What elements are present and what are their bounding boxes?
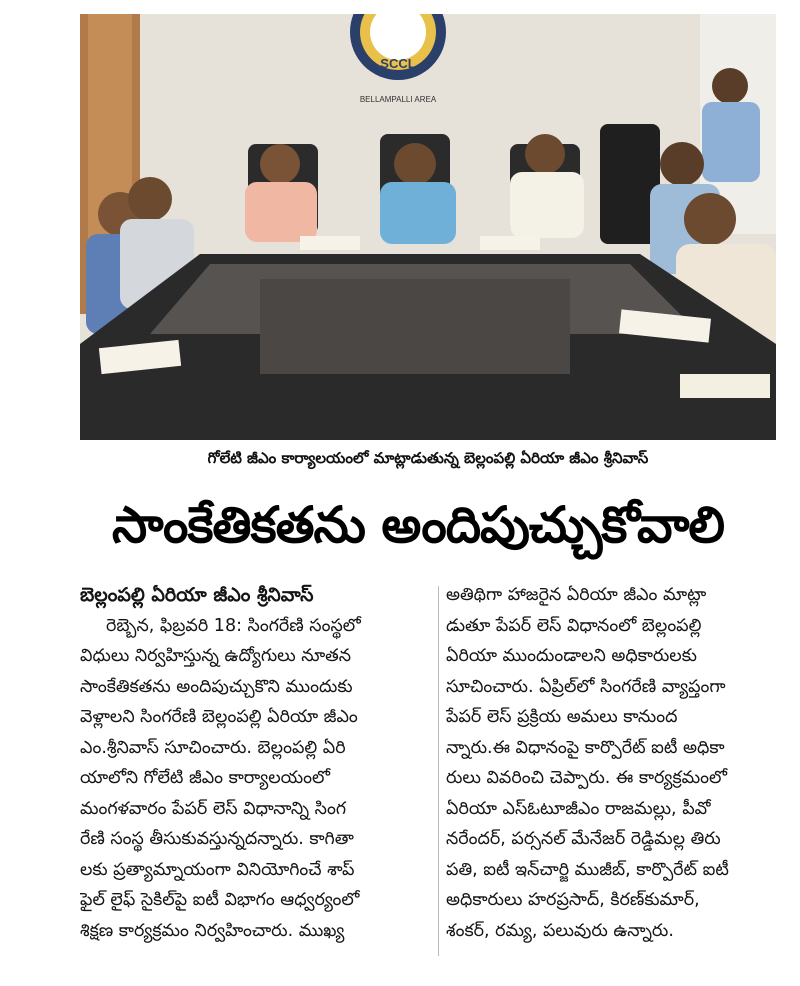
article-column-right bbox=[446, 580, 776, 960]
article-line: విధులు నిర్వహిస్తున్న ఉద్యోగులు నూతన bbox=[80, 646, 352, 666]
article-line: ఫైల్ లైఫ్ సైకిల్‌పై ఐటీ విభాగం ఆధ్వర్యంలో bbox=[80, 890, 360, 910]
article-line: అధికారులు హరప్రసాద్, కిరణ్‌కుమార్, bbox=[446, 890, 700, 910]
meeting-photo-illustration bbox=[80, 14, 776, 440]
article-line: పేపర్ లెస్ ప్రక్రియ అమలు కానుంద bbox=[446, 707, 678, 727]
article-line: రులు వివరించి చెప్పారు. ఈ కార్యక్రమంలో bbox=[446, 768, 727, 788]
logo-subtext: BELLAMPALLI AREA bbox=[359, 95, 437, 104]
article-line: శిక్షణ కార్యక్రమం నిర్వహించారు. ముఖ్య bbox=[80, 920, 345, 941]
article-line: రేణి సంస్థ తీసుకువస్తున్నదన్నారు. కాగితా bbox=[80, 829, 354, 849]
article-line: ఏరియా ఎస్‌ఓటూజీఎం రాజమల్లు, పీవో bbox=[446, 798, 711, 819]
article-line: ఎం.శ్రీనివాస్ సూచించారు. బెల్లంపల్లి ఏరి bbox=[80, 737, 346, 758]
article-headline: సాంకేతికతను అందిపుచ్చుకోవాలి bbox=[111, 496, 724, 554]
article-byline: బెల్లంపల్లి ఏరియా జీఎం శ్రీనివాస్ bbox=[80, 584, 314, 606]
article-line: సూచించారు. ఏప్రిల్‌లో సింగరేణి వ్యాప్తంగా bbox=[446, 676, 726, 697]
article-line: నరేందర్, పర్సనల్ మేనేజర్ రెడ్డిమల్ల తిరు bbox=[446, 829, 721, 849]
article-line: మంగళవారం పేపర్ లెస్ విధానాన్ని సింగ bbox=[80, 798, 347, 819]
article-line: సాంకేతికతను అందిపుచ్చుకొని ముందుకు bbox=[80, 676, 353, 697]
column-divider bbox=[438, 586, 439, 956]
article-line: న్నారు.ఈ విధానంపై కార్పొరేట్ ఐటీ అధికా bbox=[446, 737, 725, 758]
article-line: రెబ్బెన, ఫిబ్రవరి 18: సింగరేణి సంస్థలో bbox=[106, 615, 361, 636]
meeting-photo bbox=[80, 14, 776, 440]
article-line: వెళ్లాలని సింగరేణి బెల్లంపల్లి ఏరియా జీఎం bbox=[80, 707, 358, 727]
article-line: డుతూ పేపర్ లెస్ విధానంలో బెల్లంపల్లి bbox=[446, 615, 702, 636]
article-line: ఏరియా ముందుండాలని అధికారులకు bbox=[446, 646, 697, 666]
photo-caption: గోలేటి జీఎం కార్యాలయంలో మాట్లాడుతున్న బెల్లంపల్లి ఏరియా జీఎం శ్రీనివాస్ bbox=[207, 449, 649, 467]
article-line: యాలోని గోలేటి జీఎం కార్యాలయంలో bbox=[80, 768, 330, 788]
article-line: శంకర్, రమ్య, పలువురు ఉన్నారు. bbox=[446, 920, 674, 941]
logo-text: SCCL bbox=[380, 56, 416, 71]
article-line: అతిథిగా హాజరైన ఏరియా జీఎం మాట్లా bbox=[446, 585, 707, 605]
article-column-left bbox=[80, 580, 430, 960]
article-line: లకు ప్రత్యామ్నాయంగా వినియోగించే శాప్ bbox=[80, 859, 355, 880]
article-line: పతి, ఐటీ ఇన్‌చార్జి ముజీబ్, కార్పొరేట్ ఐటీ bbox=[446, 859, 729, 880]
